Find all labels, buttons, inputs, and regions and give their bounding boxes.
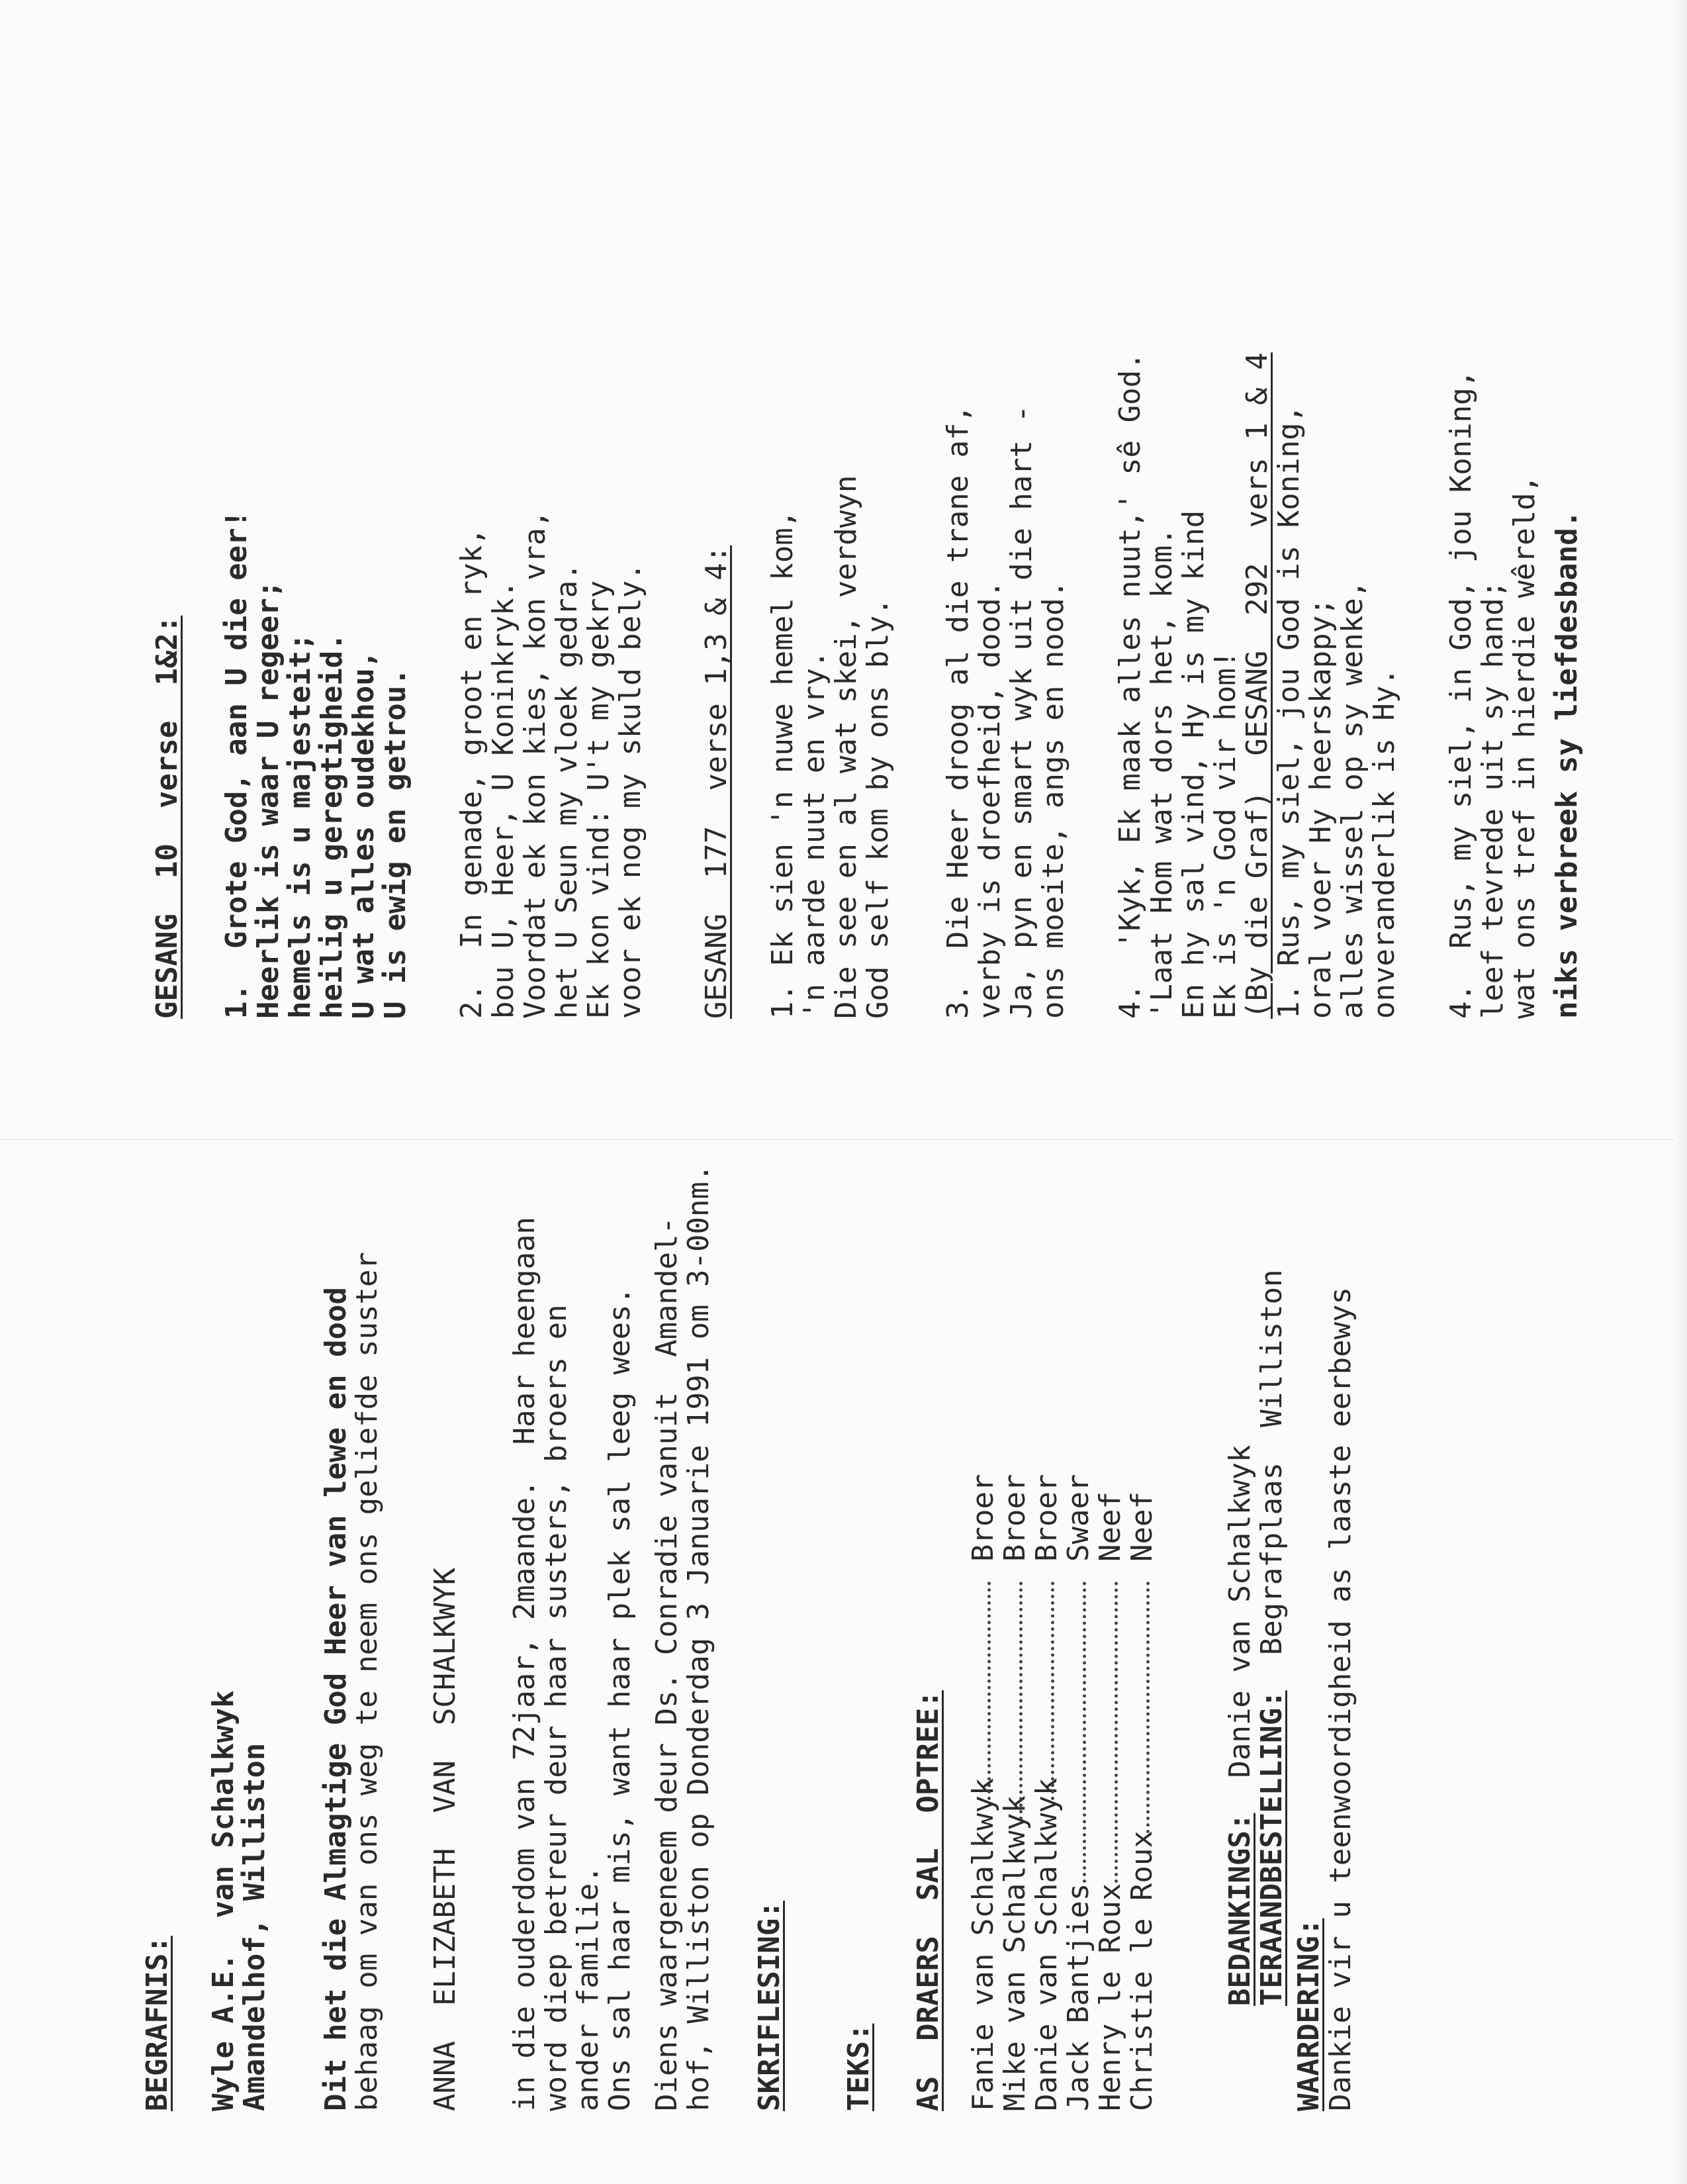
bearers-label: AS DRAERS SAL OPTREE: xyxy=(911,1690,945,2111)
hymn-2-verse-3-line: verby is droefheid, dood. xyxy=(973,580,1007,1019)
hymn-3-verse-4-line: leef tevrede uit sy hand; xyxy=(1476,580,1510,1019)
burial-value: Begrafplaas Williston xyxy=(1255,1269,1289,1656)
leader-dots xyxy=(1051,1582,1054,1800)
hymn-1-verse-2-line: voor ek nog my skuld bely. xyxy=(614,563,647,1019)
thanks-label: BEDANKINGS: xyxy=(1223,1813,1257,2007)
bearer-name: Danie van Schalkwyk xyxy=(1030,1778,1064,2111)
leader-dots xyxy=(1019,1582,1023,1820)
hymn-1-verse-1-line: Heerlik is waar U regeer; xyxy=(251,580,285,1019)
thanks-value: Danie van Schalkwyk xyxy=(1223,1445,1257,1778)
hymn-3-title: GESANG 292 vers 1 & 4 xyxy=(1240,352,1274,756)
leader-dots xyxy=(1146,1582,1150,1833)
hymn-2-verse-4-line: 'Laat Hom wat dors het, kom. xyxy=(1145,528,1179,1019)
hymn-1-verse-2-line: Ek kon vind: U't my gekry xyxy=(582,580,616,1019)
hymn-2-verse-3-line: 3. Die Heer droog al die trane af, xyxy=(941,404,975,1019)
deceased-name-line: Wyle A.E. van Schalkwyk xyxy=(206,1690,240,2111)
bearer-name: Henry le Roux xyxy=(1093,1883,1127,2111)
hymn-2-verse-1-line: God self kom by ons bly. xyxy=(861,598,895,1019)
leader-dots xyxy=(987,1582,991,1800)
grave-note: (By die Graf) xyxy=(1240,790,1274,1019)
hymn-1-verse-1-line: U wat alles oudekhou, xyxy=(347,650,381,1019)
age-line-2: word diep betreur deur haar susters, broers en xyxy=(539,1304,573,2111)
bearer-name: Christie le Roux xyxy=(1125,1830,1159,2111)
hymn-2-verse-1-line: 1. Ek sien 'n nuwe hemel kom, xyxy=(766,510,799,1019)
hymn-1-verse-1-line: 1. Grote God, aan U die eer! xyxy=(220,510,253,1019)
hymn-3-verse-1-line: oral voer Hy heerskappy; xyxy=(1304,598,1338,1019)
text-label: TEKS: xyxy=(842,2023,876,2111)
burial-label: TERAANDBESTELLING: xyxy=(1255,1690,1289,2007)
appreciation-label: WAARDERING: xyxy=(1292,1918,1326,2111)
hymn-3-heading-line xyxy=(1242,352,1273,1019)
age-line-4: Ons sal haar mis, want haar plek sal leeg wees. xyxy=(603,1286,637,2111)
bearer-relation: Neef xyxy=(1093,1492,1127,1562)
hymn-2-verse-4-line: Ek is 'n God vir hom! xyxy=(1208,650,1242,1019)
hymn-2-verse-1-line: 'n aarde nuut en vry. xyxy=(798,650,831,1019)
bearer-relation: Swaer xyxy=(1062,1474,1095,1562)
hymn-2-title: GESANG 177 verse 1,3 & 4: xyxy=(700,545,733,1019)
appreciation-text: Dankie vir u teenwoordigheid as laaste eerbewys xyxy=(1324,1286,1357,2111)
hymn-2-verse-3-line: ons moeite, angs en nood. xyxy=(1036,580,1070,1019)
bearers-list xyxy=(966,1476,1165,2111)
hymn-1-verse-1-line: heilig u geregtigheid. xyxy=(315,633,349,1019)
scripture-label: SKRIFLESING: xyxy=(752,1901,786,2111)
list-item xyxy=(1030,1476,1062,2111)
leader-dots xyxy=(1083,1582,1086,1883)
age-line-3: ander familie. xyxy=(571,1866,605,2111)
hymn-3-verse-1-line: 1. Rus, my siel, jou God is Koning, xyxy=(1272,404,1306,1019)
hymn-1-verse-2-line: bou U, Heer, U Koninkryk. xyxy=(486,580,520,1019)
hymn-1-verse-1-line: hemels is u majesteit; xyxy=(283,633,317,1019)
intro-line-2: behaag om van ons weg te neem ons geliefde suster xyxy=(350,1251,384,2111)
hymn-2-verse-1-line: Die see en al wat skei, verdwyn xyxy=(829,475,863,1019)
intro-line-1: Dit het die Almagtige God Heer van lewe en dood xyxy=(319,1286,353,2111)
list-item xyxy=(1093,1476,1125,2111)
hymn-2-verse-3-line: Ja, pyn en smart wyk uit die hart - xyxy=(1005,404,1038,1019)
bearer-name: Jack Bantjies xyxy=(1062,1883,1095,2111)
hymn-1-title: GESANG 10 verse 1&2: xyxy=(150,615,184,1019)
hymn-2-verse-4-line: En hy sal vind, Hy is my kind xyxy=(1177,510,1210,1019)
bearer-name: Mike van Schalkwyk xyxy=(998,1795,1032,2111)
hymn-1-verse-2-line: Voordat ek kon kies, kon vra, xyxy=(518,510,552,1019)
hymn-3-verse-1-line: onveranderlik is Hy. xyxy=(1367,668,1401,1019)
funeral-heading: BEGRAFNIS: xyxy=(140,1936,174,2111)
list-item xyxy=(1125,1476,1157,2111)
bearer-relation: Broer xyxy=(1030,1474,1064,1562)
hymn-3-verse-4-line: wat ons tref in hierdie wêreld, xyxy=(1508,475,1541,1019)
bearer-name: Fanie van Schalkwyk xyxy=(966,1778,1000,2111)
hymn-3-verse-4-line: 4. Rus, my siel, in God, jou Koning, xyxy=(1444,369,1478,1019)
hymn-1-verse-2-line: 2. In genade, groot en ryk, xyxy=(455,528,488,1019)
deceased-full-name: ANNA ELIZABETH VAN SCHALKWYK xyxy=(428,1567,462,2111)
service-line-2: hof, Williston op Donderdag 3 Januarie 1991 om 3-00nm. xyxy=(682,1164,715,2111)
bearer-relation: Neef xyxy=(1125,1492,1159,1562)
hymn-2-verse-4-line: 4. 'Kyk, Ek maak alles nuut,' sê God. xyxy=(1113,352,1147,1019)
deceased-residence-line: Amandelhof, Williston xyxy=(238,1742,271,2111)
list-item xyxy=(966,1476,998,2111)
leader-dots xyxy=(1115,1582,1118,1883)
list-item xyxy=(998,1476,1030,2111)
hymn-3-verse-4-line: niks verbreek sy liefdesband. xyxy=(1550,510,1584,1019)
service-line-1: Diens waargeneem deur Ds. Conradie vanuit Amandel- xyxy=(650,1216,684,2111)
hymn-1-verse-2-line: het U Seun my vloek gedra. xyxy=(550,563,584,1019)
bearer-relation: Broer xyxy=(998,1474,1032,1562)
list-item xyxy=(1062,1476,1093,2111)
age-line-1: in die ouderdom van 72jaar, 2maande. Haar heengaan xyxy=(508,1216,541,2111)
hymn-3-verse-1-line: alles wissel op sy wenke, xyxy=(1336,580,1369,1019)
bearer-relation: Broer xyxy=(966,1474,1000,1562)
hymn-1-verse-1-line: U is ewig en getrou. xyxy=(379,668,412,1019)
